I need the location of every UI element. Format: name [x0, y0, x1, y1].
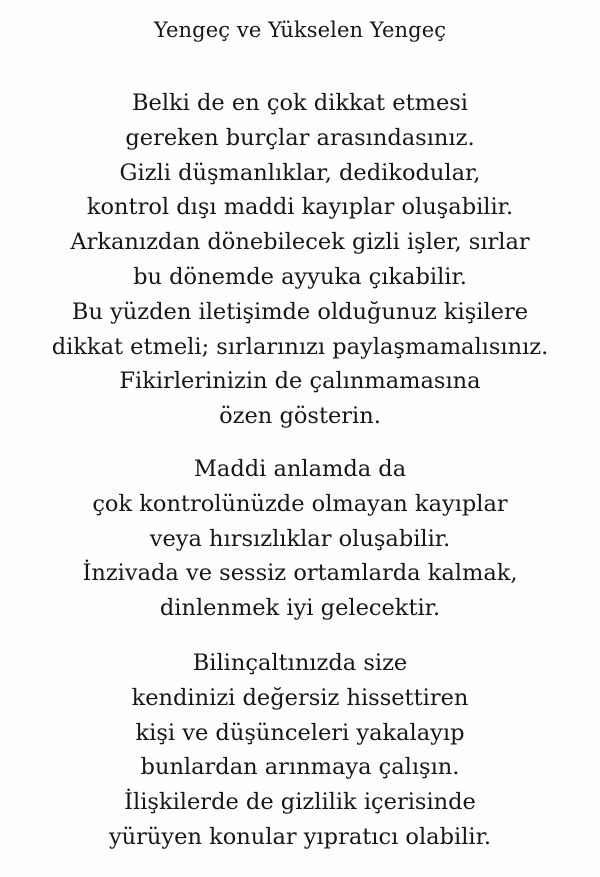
text-line: Bu yüzden iletişimde olduğunuz kişilere [71, 298, 529, 325]
paragraph-3 [0, 646, 600, 855]
text-line: bu dönemde ayyuka çıkabilir. [133, 263, 467, 290]
text-line: dikkat etmeli; sırlarınızı paylaşmamalısınız. [51, 333, 549, 360]
text-line: kontrol dışı maddi kayıplar oluşabilir. [86, 194, 514, 221]
text-line: Arkanızdan dönebilecek gizli işler, sırlar [70, 229, 530, 256]
text-line: gereken burçlar arasındasınız. [125, 124, 475, 151]
text-line: Bilinçaltınızda size [192, 650, 408, 676]
text-line: Belki de en çok dikkat etmesi [131, 90, 469, 116]
text-line: dinlenmek iyi gelecektir. [159, 595, 441, 622]
text-line: Gizli düşmanlıklar, dedikodular, [119, 159, 481, 186]
paragraph-1 [0, 86, 600, 434]
page-title: Yengeç ve Yükselen Yengeç [153, 18, 447, 42]
text-line: İlişkilerde de gizlilik içerisinde [124, 789, 476, 816]
text-line: yürüyen konular yıpratıcı olabilir. [108, 823, 492, 850]
text-line: veya hırsızlıklar oluşabilir. [149, 525, 451, 552]
text-line: Fikirlerinizin de çalınmamasına [119, 368, 481, 395]
text-line: kişi ve düşünceleri yakalayıp [135, 719, 465, 746]
text-line: kendinizi değersiz hissettiren [131, 684, 469, 711]
text-line: İnzivada ve sessiz ortamlarda kalmak, [82, 560, 518, 587]
text-line: özen gösterin. [219, 403, 381, 430]
text-line: Maddi anlamda da [193, 456, 407, 482]
text-line: çok kontrolünüzde olmayan kayıplar [92, 490, 508, 517]
text-line: bunlardan arınmaya çalışın. [140, 754, 460, 781]
paragraph-2 [0, 452, 600, 626]
